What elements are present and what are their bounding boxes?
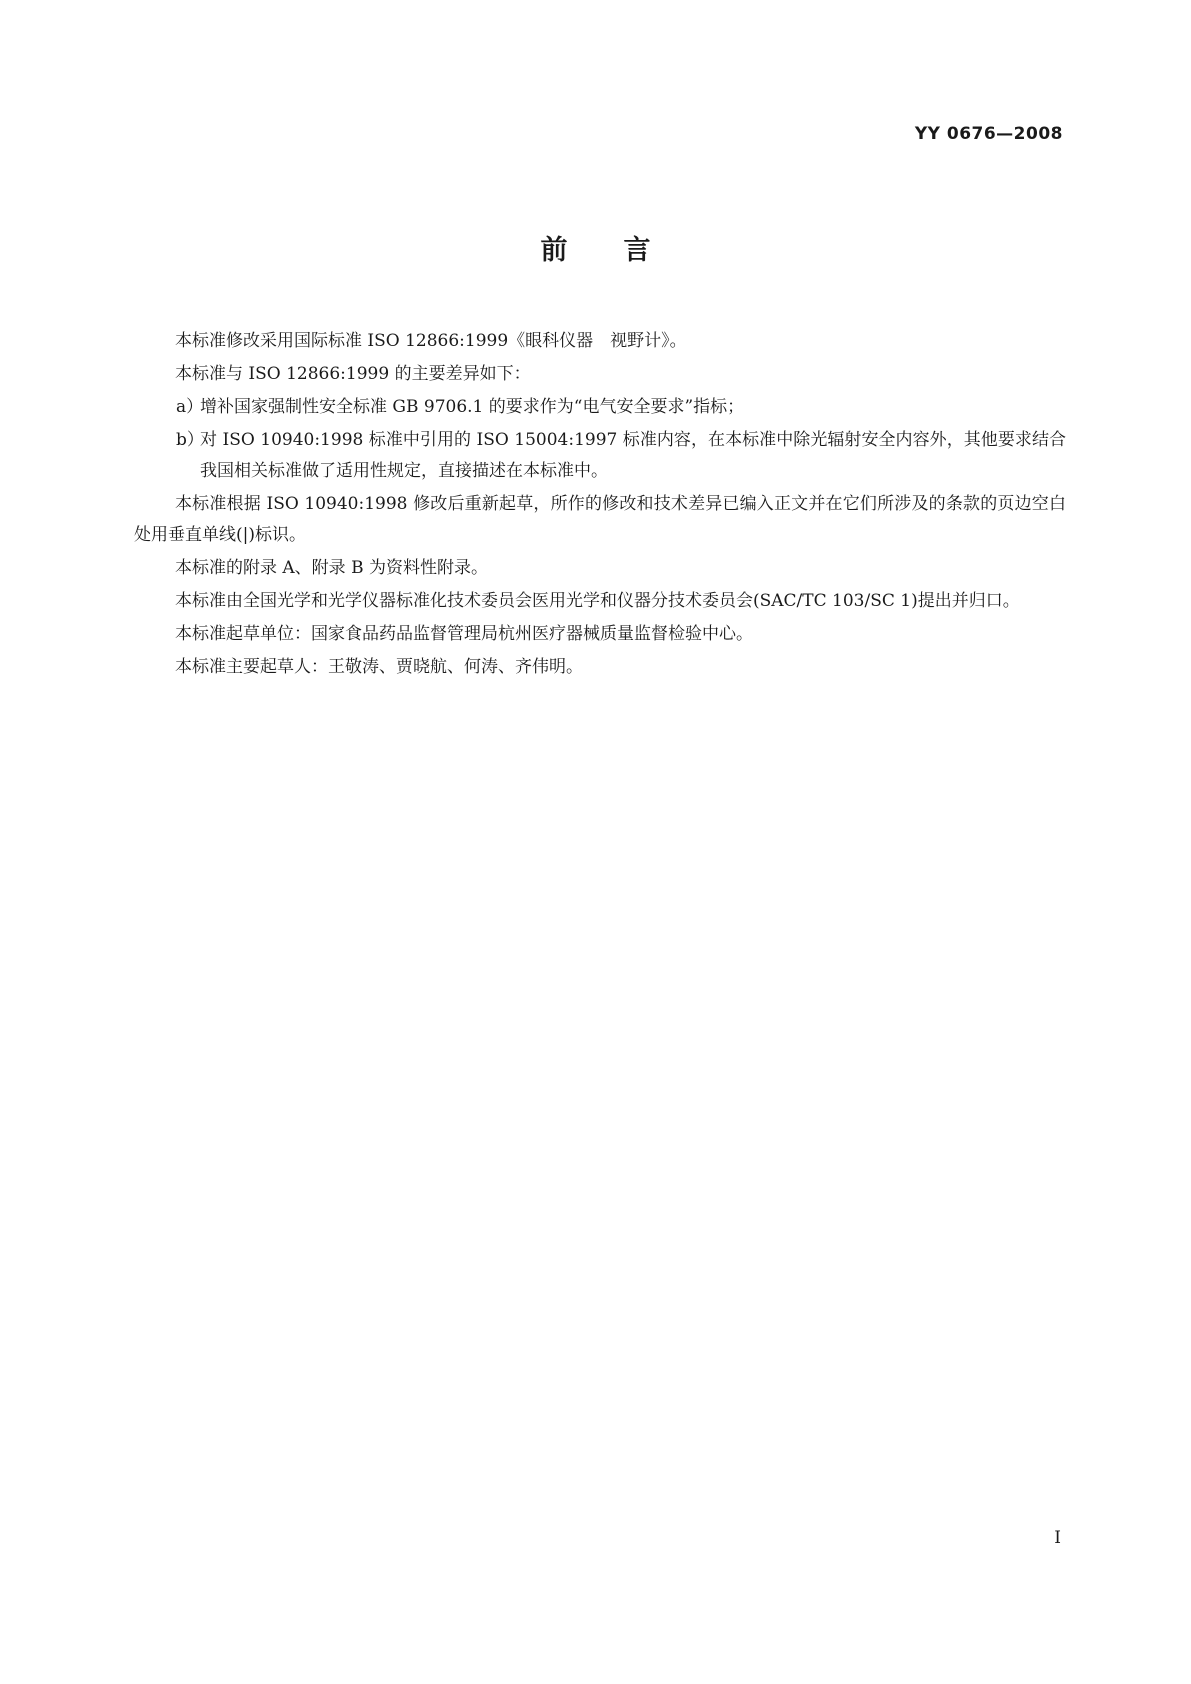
item-text: 对 ISO 10940:1998 标准中引用的 ISO 15004:1997 标准内容，在本标准中除光辐射安全内容外，其他要求结合我国相关标准做了适用性规定，直接描述在本标准中。 [200, 430, 1066, 481]
paragraph-drafting-unit: 本标准起草单位：国家食品药品监督管理局杭州医疗器械质量监督检验中心。 [175, 624, 753, 644]
paragraph-redrafting: 本标准根据 ISO 10940:1998 修改后重新起草，所作的修改和技术差异已编入正文并在它们所涉及的条款的页边空白处用垂直单线(|)标识。 [134, 494, 1066, 545]
paragraph-annexes: 本标准的附录 A、附录 B 为资料性附录。 [175, 558, 488, 578]
paragraph-differences-intro: 本标准与 ISO 12866:1999 的主要差异如下： [175, 364, 531, 384]
item-marker: b） [176, 430, 204, 450]
difference-item-b [134, 425, 1066, 487]
foreword-body [134, 326, 1066, 685]
paragraph-drafters: 本标准主要起草人：王敬涛、贾晓航、何涛、齐伟明。 [175, 657, 583, 677]
paragraph-committee: 本标准由全国光学和光学仪器标准化技术委员会医用光学和仪器分技术委员会(SAC/TC 103/SC 1)提出并归口。 [175, 591, 1020, 611]
paragraph-adoption: 本标准修改采用国际标准 ISO 12866:1999《眼科仪器 视野计》。 [175, 331, 687, 351]
page-number: I [1054, 1528, 1061, 1548]
item-marker: a） [176, 397, 204, 417]
difference-item-a [134, 392, 1066, 423]
page-title: 前言 [540, 235, 707, 266]
standard-number: YY 0676—2008 [914, 124, 1063, 144]
item-text: 增补国家强制性安全标准 GB 9706.1 的要求作为“电气安全要求”指标； [200, 397, 745, 417]
